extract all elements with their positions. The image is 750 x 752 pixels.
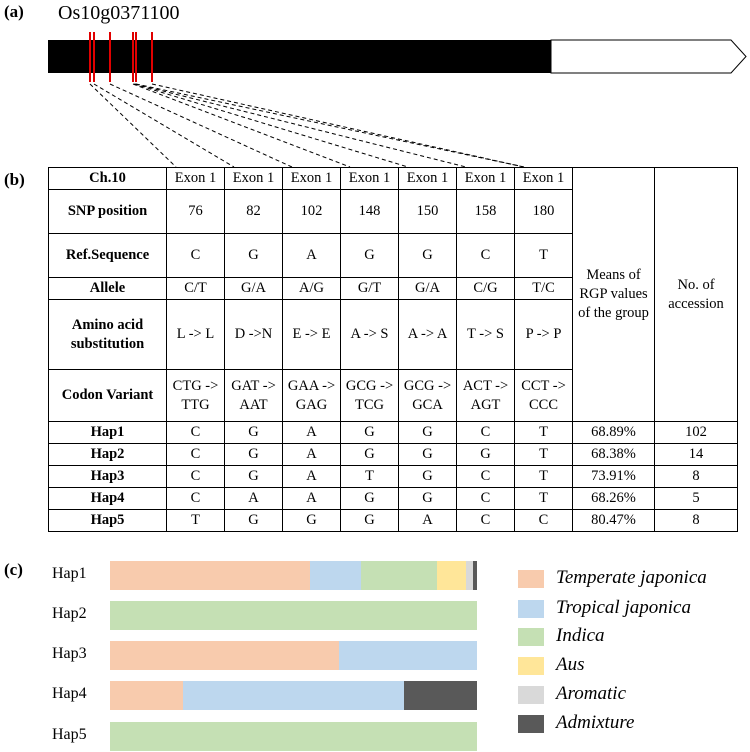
- mean-value: 80.47%: [573, 510, 655, 532]
- allele-cell: A: [225, 488, 283, 510]
- snp-cell: 82: [225, 190, 283, 234]
- snp-cell: Exon 1: [225, 168, 283, 190]
- allele-cell: G: [399, 466, 457, 488]
- snp-cell: A -> A: [399, 300, 457, 370]
- snp-cell: CTG -> TTG: [167, 370, 225, 422]
- row-header: Ref.Sequence: [49, 234, 167, 278]
- snp-cell: T -> S: [457, 300, 515, 370]
- allele-cell: T: [167, 510, 225, 532]
- snp-cell: D ->N: [225, 300, 283, 370]
- mean-value: 68.89%: [573, 422, 655, 444]
- legend-label: Tropical japonica: [556, 597, 691, 618]
- composition-bar: [110, 681, 477, 710]
- legend-swatch: [518, 686, 544, 704]
- snp-cell: Exon 1: [283, 168, 341, 190]
- snp-cell: CCT -> CCC: [515, 370, 573, 422]
- bar-segment: [110, 681, 183, 710]
- snp-cell: P -> P: [515, 300, 573, 370]
- allele-cell: G: [341, 488, 399, 510]
- bar-segment: [466, 561, 473, 590]
- allele-cell: A: [283, 488, 341, 510]
- allele-cell: T: [515, 444, 573, 466]
- snp-connector-line: [136, 84, 524, 167]
- snp-table: [48, 167, 738, 532]
- snp-cell: T: [515, 234, 573, 278]
- allele-cell: G: [283, 510, 341, 532]
- composition-bar: [110, 641, 477, 670]
- legend-swatch: [518, 600, 544, 618]
- gene-name: Os10g0371100: [58, 2, 180, 24]
- allele-cell: A: [283, 466, 341, 488]
- table-row: [49, 168, 738, 190]
- snp-cell: A: [283, 234, 341, 278]
- snp-cell: C: [167, 234, 225, 278]
- bar-segment: [310, 561, 361, 590]
- table-row: [49, 422, 738, 444]
- allele-cell: G: [399, 488, 457, 510]
- snp-cell: T/C: [515, 278, 573, 300]
- row-header: Allele: [49, 278, 167, 300]
- allele-cell: G: [225, 422, 283, 444]
- mean-value: 68.38%: [573, 444, 655, 466]
- snp-cell: 148: [341, 190, 399, 234]
- bar-segment: [110, 641, 339, 670]
- snp-cell: 102: [283, 190, 341, 234]
- snp-connector-line: [133, 84, 350, 167]
- allele-cell: G: [457, 444, 515, 466]
- allele-cell: C: [457, 488, 515, 510]
- snp-cell: 158: [457, 190, 515, 234]
- allele-cell: C: [167, 488, 225, 510]
- legend-label: Admixture: [556, 712, 635, 733]
- legend-swatch: [518, 715, 544, 733]
- snp-cell: GCG -> GCA: [399, 370, 457, 422]
- snp-cell: A -> S: [341, 300, 399, 370]
- legend-label: Aus: [556, 654, 585, 675]
- accession-count: 8: [655, 510, 738, 532]
- snp-cell: Exon 1: [341, 168, 399, 190]
- bar-segment: [110, 601, 477, 630]
- bar-segment: [339, 641, 477, 670]
- snp-cell: G: [341, 234, 399, 278]
- hap-label: Hap1: [52, 565, 87, 582]
- bar-segment: [110, 561, 310, 590]
- bar-segment: [437, 561, 466, 590]
- row-header: Ch.10: [49, 168, 167, 190]
- allele-cell: A: [283, 422, 341, 444]
- accession-count: 14: [655, 444, 738, 466]
- allele-cell: C: [167, 422, 225, 444]
- snp-cell: 150: [399, 190, 457, 234]
- mean-value: 73.91%: [573, 466, 655, 488]
- hap-label: Hap3: [52, 645, 87, 662]
- allele-cell: T: [515, 466, 573, 488]
- allele-cell: T: [515, 488, 573, 510]
- bar-segment: [404, 681, 477, 710]
- snp-connector-lines: [90, 84, 524, 167]
- allele-cell: C: [515, 510, 573, 532]
- row-header: Amino acid substitution: [49, 300, 167, 370]
- table-row: [49, 466, 738, 488]
- legend-label: Indica: [556, 625, 605, 646]
- snp-cell: G/T: [341, 278, 399, 300]
- allele-cell: G: [399, 422, 457, 444]
- allele-cell: C: [457, 422, 515, 444]
- snp-cell: Exon 1: [167, 168, 225, 190]
- allele-cell: C: [167, 444, 225, 466]
- allele-cell: A: [399, 510, 457, 532]
- snp-connector-line: [152, 84, 524, 167]
- allele-cell: G: [225, 444, 283, 466]
- haplotype-name: Hap3: [49, 466, 167, 488]
- legend-swatch: [518, 657, 544, 675]
- snp-cell: C: [457, 234, 515, 278]
- snp-cell: C/G: [457, 278, 515, 300]
- gene-structure-diagram: [0, 0, 750, 170]
- bar-segment: [110, 722, 477, 751]
- snp-cell: 180: [515, 190, 573, 234]
- haplotype-name: Hap2: [49, 444, 167, 466]
- row-header: SNP position: [49, 190, 167, 234]
- coding-region: [48, 40, 551, 73]
- bar-segment: [473, 561, 477, 590]
- bar-segment: [361, 561, 437, 590]
- panel-label-c: (c): [4, 560, 23, 579]
- snp-cell: GAT -> AAT: [225, 370, 283, 422]
- allele-cell: G: [225, 466, 283, 488]
- bar-segment: [183, 681, 403, 710]
- composition-bar: [110, 601, 477, 630]
- hap-label: Hap4: [52, 685, 87, 702]
- snp-cell: Exon 1: [457, 168, 515, 190]
- accession-header: No. of accession: [655, 168, 738, 422]
- composition-bar: [110, 722, 477, 751]
- snp-cell: G/A: [225, 278, 283, 300]
- accession-count: 102: [655, 422, 738, 444]
- hap-label: Hap2: [52, 605, 87, 622]
- snp-connector-line: [135, 84, 466, 167]
- hap-label: Hap5: [52, 726, 87, 743]
- snp-connector-line: [94, 84, 234, 167]
- panel-label-a: (a): [4, 2, 24, 21]
- snp-cell: A/G: [283, 278, 341, 300]
- snp-cell: GCG -> TCG: [341, 370, 399, 422]
- snp-cell: L -> L: [167, 300, 225, 370]
- allele-cell: A: [283, 444, 341, 466]
- legend-swatch: [518, 570, 544, 588]
- allele-cell: C: [457, 466, 515, 488]
- snp-cell: ACT -> AGT: [457, 370, 515, 422]
- table-row: [49, 510, 738, 532]
- accession-count: 5: [655, 488, 738, 510]
- legend-label: Aromatic: [556, 683, 627, 704]
- table-row: [49, 444, 738, 466]
- allele-cell: G: [341, 444, 399, 466]
- snp-cell: 76: [167, 190, 225, 234]
- haplotype-name: Hap5: [49, 510, 167, 532]
- haplotype-name: Hap4: [49, 488, 167, 510]
- row-header: Codon Variant: [49, 370, 167, 422]
- allele-cell: G: [225, 510, 283, 532]
- allele-cell: T: [341, 466, 399, 488]
- allele-cell: C: [167, 466, 225, 488]
- haplotype-name: Hap1: [49, 422, 167, 444]
- allele-cell: C: [457, 510, 515, 532]
- snp-cell: G: [399, 234, 457, 278]
- utr-region: [551, 40, 746, 73]
- legend-label: Temperate japonica: [556, 567, 707, 588]
- panel-label-b: (b): [4, 170, 25, 189]
- snp-connector-line: [134, 84, 408, 167]
- snp-cell: C/T: [167, 278, 225, 300]
- composition-bar: [110, 561, 477, 590]
- snp-cell: Exon 1: [515, 168, 573, 190]
- allele-cell: T: [515, 422, 573, 444]
- snp-cell: Exon 1: [399, 168, 457, 190]
- snp-cell: G/A: [399, 278, 457, 300]
- accession-count: 8: [655, 466, 738, 488]
- allele-cell: G: [341, 510, 399, 532]
- means-header: Means of RGP values of the group: [573, 168, 655, 422]
- snp-cell: E -> E: [283, 300, 341, 370]
- snp-cell: GAA -> GAG: [283, 370, 341, 422]
- mean-value: 68.26%: [573, 488, 655, 510]
- allele-cell: G: [341, 422, 399, 444]
- snp-cell: G: [225, 234, 283, 278]
- legend-swatch: [518, 628, 544, 646]
- snp-connector-line: [110, 84, 292, 167]
- table-row: [49, 488, 738, 510]
- allele-cell: G: [399, 444, 457, 466]
